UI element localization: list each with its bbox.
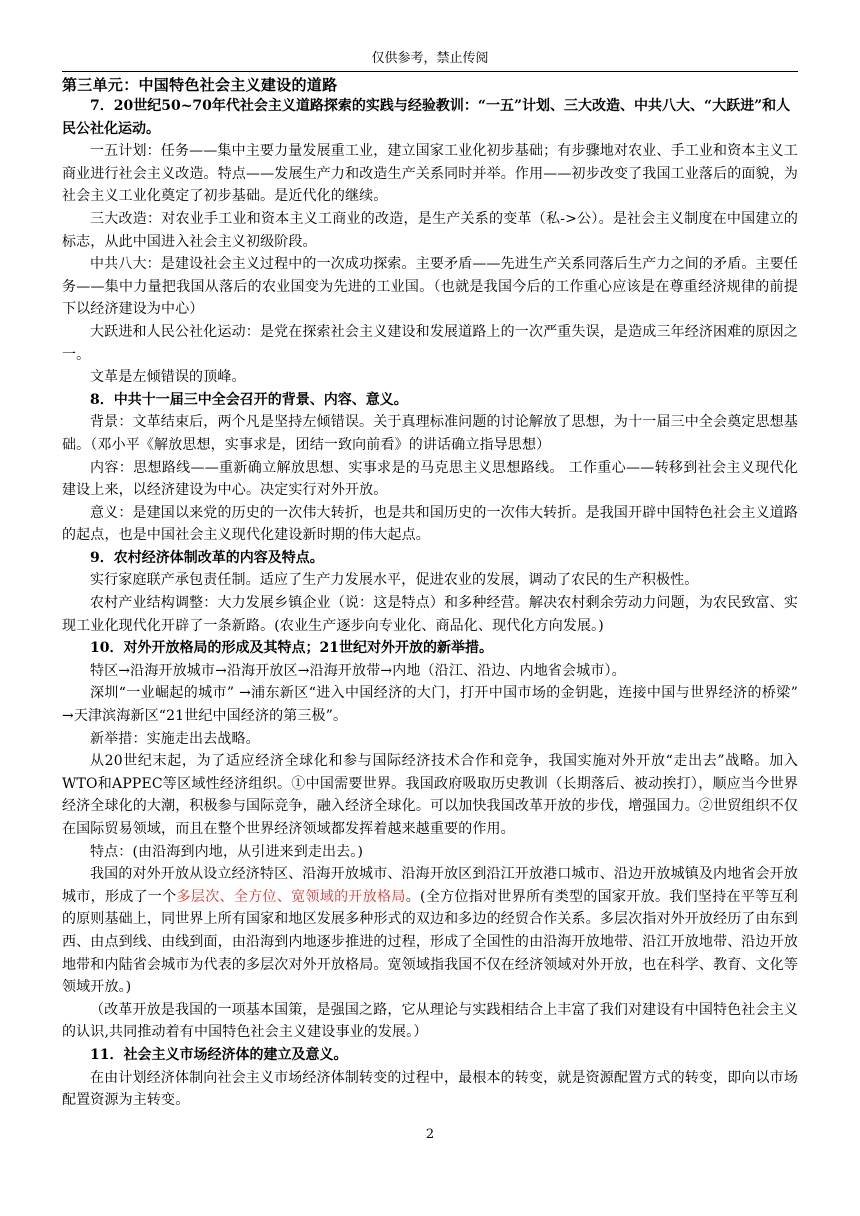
header-note: 仅供参考，禁止传阅 xyxy=(371,51,489,66)
section-8-heading: 8．中共十一届三中全会召开的背景、内容、意义。 xyxy=(90,391,408,408)
opening-pattern-highlight: 多层次、全方位、宽领域的开放格局 xyxy=(176,888,406,905)
section-10-paragraph-opening-pattern xyxy=(62,863,798,999)
unit-title: 第三单元：中国特色社会主义建设的道路 xyxy=(62,76,338,94)
section-9-paragraph-responsibility-system: 实行家庭联产承包责任制。适应了生产力发展水平，促进农业的发展，调动了农民的生产积极性。 xyxy=(90,572,699,589)
section-11-paragraph-market-economy: 在由计划经济体制向社会主义市场经济体制转变的过程中，最根本的转变，就是资源配置方式的转变，即向以市场配置资源为主转变。 xyxy=(62,1069,798,1109)
page-number: 2 xyxy=(425,1127,435,1142)
section-9-heading: 9．农村经济体制改革的内容及特点。 xyxy=(90,549,324,566)
section-10-paragraph-basic-policy: （改革开放是我国的一项基本国策，是强国之路，它从理论与实践相结合上丰富了我们对建设有中国特色社会主义的认识,共同推动着有中国特色社会主义建设事业的发展。） xyxy=(62,1001,798,1041)
section-11-heading: 11．社会主义市场经济体的建立及意义。 xyxy=(90,1046,348,1063)
opening-pattern-text-a: 我国的对外开放从设立经济特区、沿海开放城市、沿海开放区到沿江开放港口城市、沿边开放城镇及内地省会开放城市，形成了一个 xyxy=(62,866,798,905)
section-10-heading: 10．对外开放格局的形成及其特点；21世纪对外开放的新举措。 xyxy=(90,640,493,657)
section-7-paragraph-three-transformations: 三大改造：对农业手工业和资本主义工商业的改造，是生产关系的变革（私->公）。是社会主义制度在中国建立的标志，从此中国进入社会主义初级阶段。 xyxy=(62,210,798,250)
section-10-paragraph-going-out: 从20世纪末起，为了适应经济全球化和参与国际经济技术合作和竞争，我国实施对外开放“走出去”战略。加入WTO和APPEC等区域性经济组织。①中国需要世界。我国政府吸取历史教训（长期落后、被动挨打），顺应当今世界经济全球化的大潮，积极参与国际竞争，融入经济全球化。可以加快我国改革开放的步伐，增强国力。②世贸组织不仅在国际贸易领域，而且在整个世界经济领域都发挥着越来越重要的作用。 xyxy=(62,753,798,837)
section-9-paragraph-industry-structure: 农村产业结构调整：大力发展乡镇企业（说：这是特点）和多种经营。解决农村剩余劳动力问题，为农民致富、实现工业化现代化开辟了一条新路。(农业生产逐步向专业化、商品化、现代化方向发展。) xyxy=(62,595,798,634)
section-7-paragraph-great-leap: 大跃进和人民公社化运动：是党在探索社会主义建设和发展道路上的一次严重失误，是造成三年经济困难的原因之一。 xyxy=(62,323,798,363)
section-10-paragraph-cities: 深圳“一业崛起的城市” →浦东新区“进入中国经济的大门，打开中国市场的金钥匙，连接中国与世界经济的桥梁” →天津滨海新区“21世纪中国经济的第三极”。 xyxy=(62,685,798,725)
section-7-paragraph-cultural-revolution: 文革是左倾错误的顶峰。 xyxy=(90,369,246,386)
section-10-paragraph-features: 特点：(由沿海到内地，从引进来到走出去。) xyxy=(90,843,364,860)
section-8-paragraph-background: 背景：文革结束后，两个凡是坚持左倾错误。关于真理标准问题的讨论解放了思想，为十一届三中全会奠定思想基础。（邓小平《解放思想，实事求是，团结一致向前看》的讲话确立指导思想） xyxy=(62,414,798,453)
opening-pattern-text-b: 。(全方位指对世界所有类型的国家开放。我们坚持在平等互利的原则基础上，同世界上所有国家和地区发展多种形式的双边和多边的经贸合作关系。多层次指对外开放经历了由东到西、由点到线、由线到面，由沿海到内地逐步推进的过程，形成了全国性的由沿海开放地带、沿江开放地带、沿边开放地带和内陆省会城市为代表的多层次对外开放格局。宽领域指我国不仅在经济领域对外开放，也在科学、教育、文化等领域开放。) xyxy=(62,888,798,996)
section-7-paragraph-eighth-congress: 中共八大：是建设社会主义过程中的一次成功探索。主要矛盾——先进生产关系同落后生产力之间的矛盾。主要任务——集中力量把我国从落后的农业国变为先进的工业国。（也就是我国今后的工作重心应该是在尊重经济规律的前提下以经济建设为中心） xyxy=(62,256,798,318)
section-7-heading: 7．20世纪50~70年代社会主义道路探索的实践与经验教训：“一五”计划、三大改造、中共八大、“大跃进”和人民公社化运动。 xyxy=(62,98,791,137)
section-10-paragraph-progression: 特区→沿海开放城市→沿海开放区→沿海开放带→内地（沿江、沿边、内地省会城市）。 xyxy=(90,662,626,679)
section-10-paragraph-new-measures: 新举措：实施走出去战略。 xyxy=(90,730,260,747)
section-8-paragraph-significance: 意义：是建国以来党的历史的一次伟大转折，也是共和国历史的一次伟大转折。是我国开辟中国特色社会主义道路的起点，也是中国社会主义现代化建设新时期的伟大起点。 xyxy=(62,504,798,544)
header-divider xyxy=(62,71,798,72)
document-page xyxy=(62,50,798,1112)
section-8-paragraph-content: 内容：思想路线——重新确立解放思想、实事求是的马克思主义思想路线。 工作重心——转移到社会主义现代化建设上来，以经济建设为中心。决定实行对外开放。 xyxy=(62,459,798,499)
section-7-paragraph-five-year-plan: 一五计划：任务——集中主要力量发展重工业，建立国家工业化初步基础；有步骤地对农业、手工业和资本主义工商业进行社会主义改造。特点——发展生产力和改造生产关系同时并举。作用——初步改变了我国工业落后的面貌，为社会主义工业化奠定了初步基础。是近代化的继续。 xyxy=(62,143,798,205)
